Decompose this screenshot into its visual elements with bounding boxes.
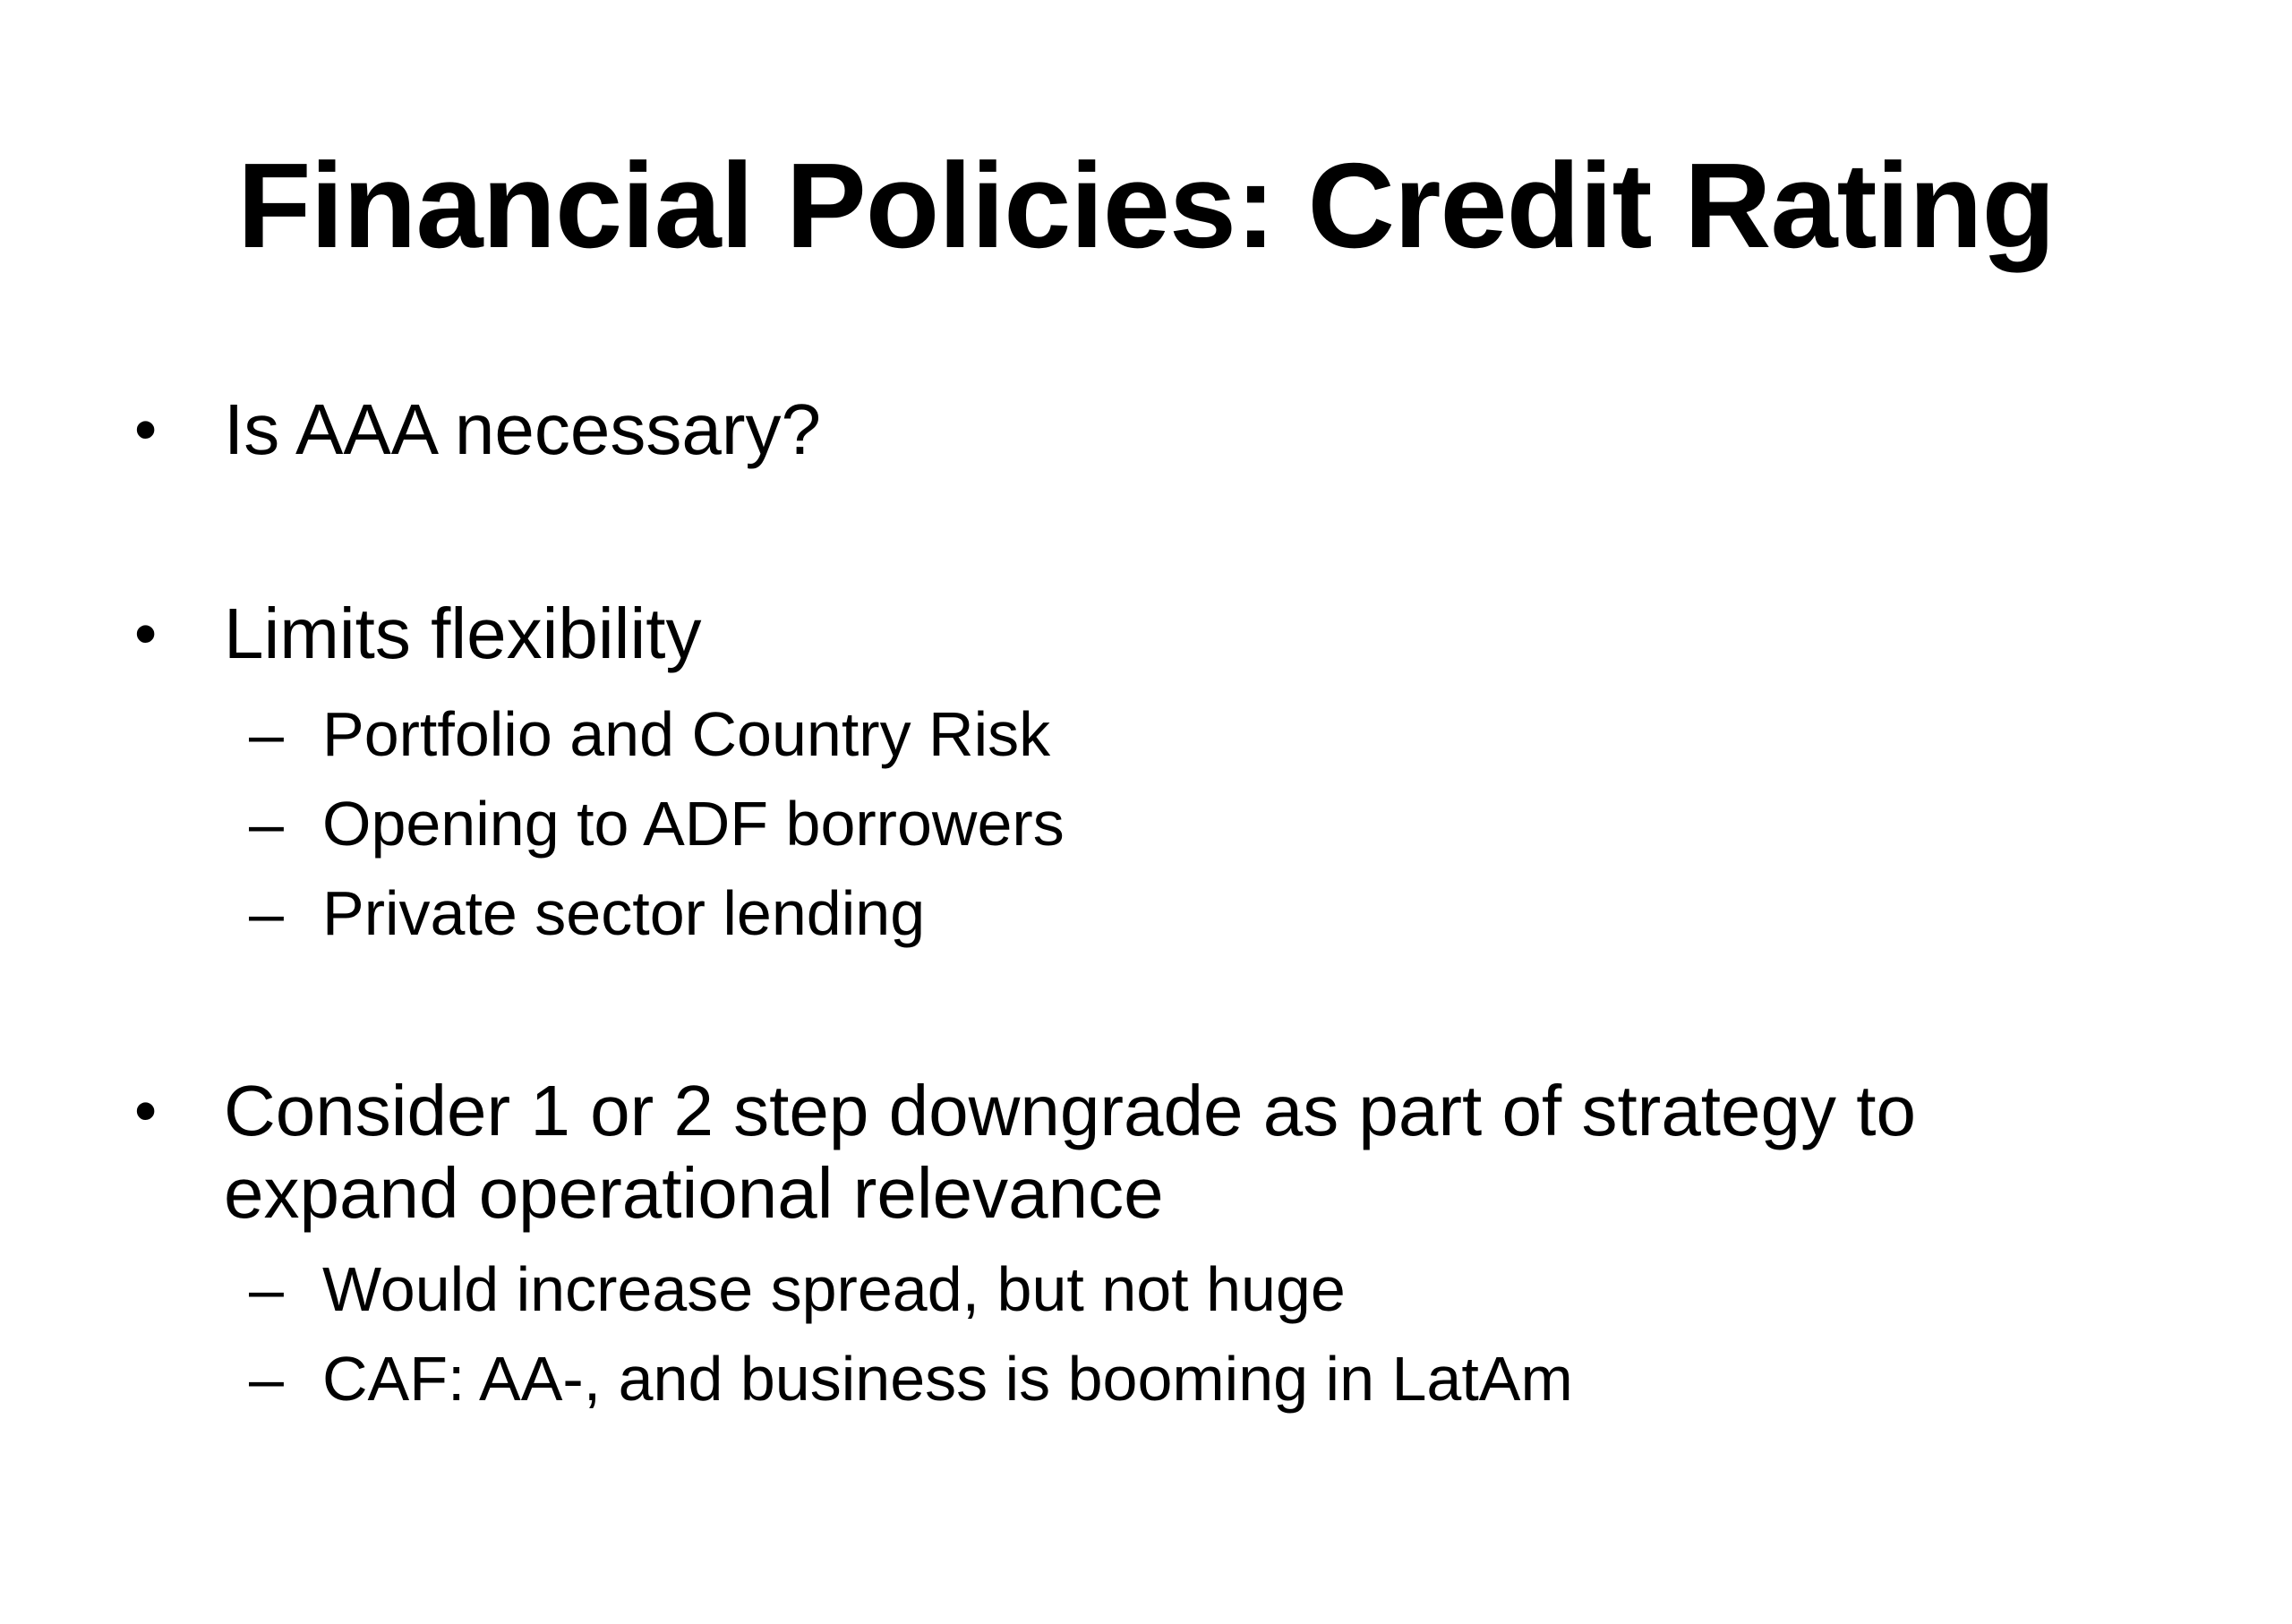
sub-marker: – (249, 1254, 284, 1324)
sub-text: Opening to ADF borrowers (322, 789, 1065, 859)
bullet-marker: • (134, 394, 158, 466)
sub-text: Would increase spread, but not huge (322, 1254, 1346, 1324)
bullet-text-line-1: Consider 1 or 2 step downgrade as part of strategy to (224, 1071, 1916, 1150)
bullet-text: Limits flexibility (224, 594, 702, 673)
sub-marker: – (249, 789, 284, 859)
bullet-marker: • (134, 1075, 158, 1147)
sub-text: Private sector lending (322, 878, 926, 948)
sub-marker: – (249, 878, 284, 948)
sub-text: Portfolio and Country Risk (322, 699, 1051, 769)
sub-marker: – (249, 1344, 284, 1414)
sub-marker: – (249, 699, 284, 769)
bullet-marker: • (134, 598, 158, 670)
bullet-text-line-2: expand operational relevance (224, 1153, 1164, 1233)
slide-title: Financial Policies: Credit Rating (237, 138, 2055, 273)
bullet-text: Is AAA necessary? (224, 389, 822, 469)
sub-text: CAF: AA-, and business is booming in LatAm (322, 1344, 1573, 1414)
